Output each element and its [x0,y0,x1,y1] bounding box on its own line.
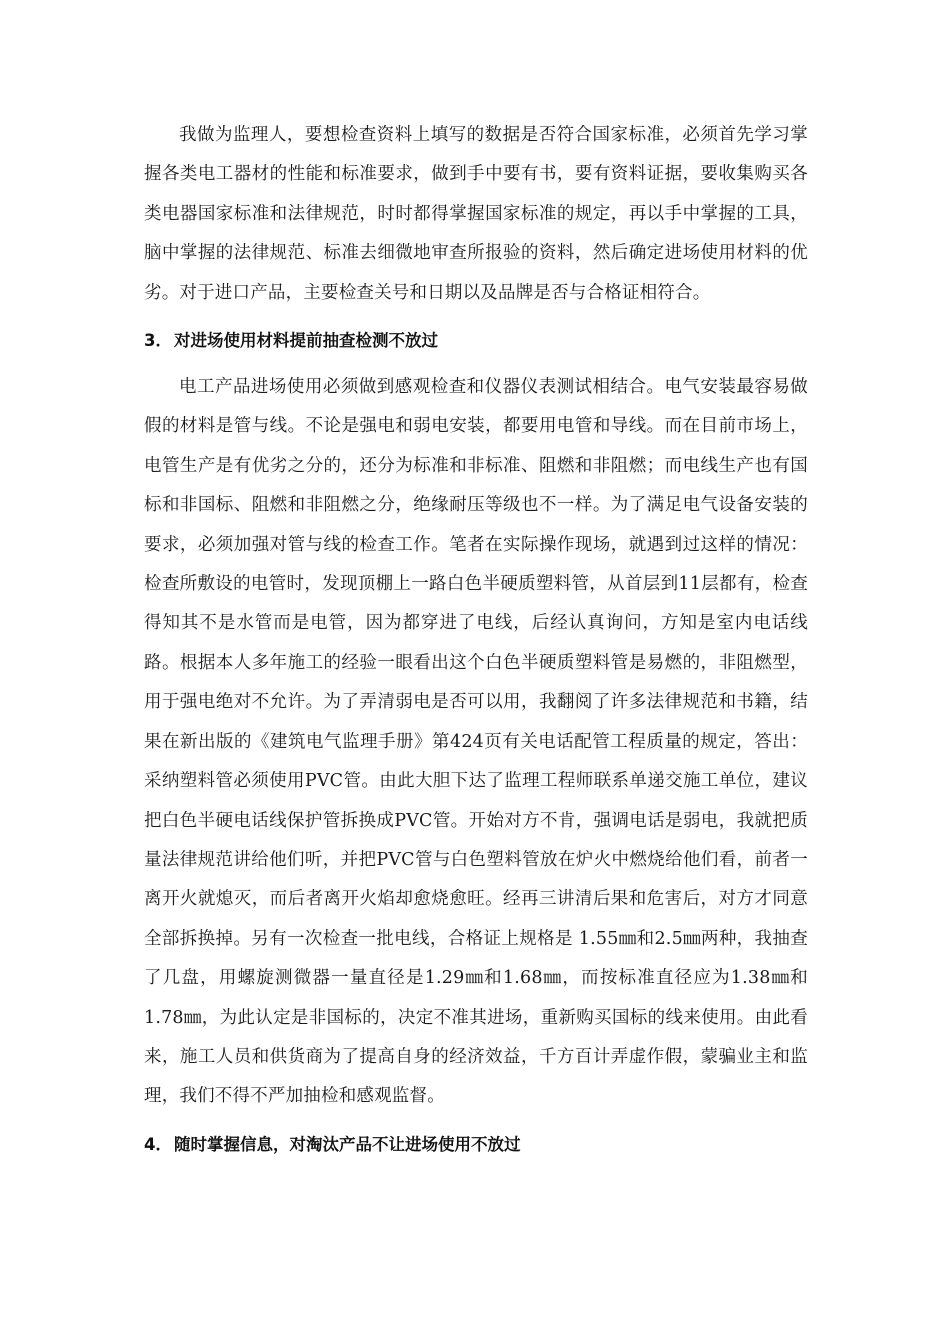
document-body [144,116,808,1172]
body-paragraph: 电工产品进场使用必须做到感观检查和仪器仪表测试相结合。电气安装最容易做假的材料是管与线。不论是强电和弱电安装，都要用电管和导线。而在目前市场上，电管生产是有优劣之分的，还分为标准和非标准、阻燃和非阻燃；而电线生产也有国标和非国标、阻燃和非阻燃之分，绝缘耐压等级也不一样。为了满足电气设备安装的要求，必须加强对管与线的检查工作。笔者在实际操作现场，就遇到过这样的情况：检查所敷设的电管时，发现顶棚上一路白色半硬质塑料管，从首层到11层都有，检查得知其不是水管而是电管，因为都穿进了电线，后经认真询问，方知是室内电话线路。根据本人多年施工的经验一眼看出这个白色半硬质塑料管是易燃的，非阻燃型，用于强电绝对不允许。为了弄清弱电是否可以用，我翻阅了许多法律规范和书籍，结果在新出版的《建筑电气监理手册》第424页有关电话配管工程质量的规定，答出：采纳塑料管必须使用PVC管。由此大胆下达了监理工程师联系单递交施工单位，建议把白色半硬电话线保护管拆换成PVC管。开始对方不肯，强调电话是弱电，我就把质量法律规范讲给他们听，并把PVC管与白色塑料管放在炉火中燃烧给他们看，前者一离开火就熄灭，而后者离开火焰却愈烧愈旺。经再三讲清后果和危害后，对方才同意全部拆换掉。另有一次检查一批电线，合格证上规格是 1.55㎜和2.5㎜两种，我抽查了几盘，用螺旋测微器一量直径是1.29㎜和1.68㎜，而按标准直径应为1.38㎜和1.78㎜，为此认定是非国标的，决定不准其进场，重新购买国标的线来使用。由此看来，施工人员和供货商为了提高自身的经济效益，千方百计弄虚作假，蒙骗业主和监理，我们不得不严加抽检和感观监督。 [144,377,808,1107]
section-number: 3． [144,331,172,351]
section-title: 随时掌握信息，对淘汰产品不让进场使用不放过 [173,1134,521,1154]
section-title: 对进场使用材料提前抽查检测不放过 [173,331,438,351]
body-paragraph: 我做为监理人，要想检查资料上填写的数据是否符合国家标准，必须首先学习掌握各类电工器材的性能和标准要求，做到手中要有书，要有资料证据，要收集购买各类电器国家标准和法律规范，时时都得掌握国家标准的规定，再以手中掌握的工具，脑中掌握的法律规范、标准去细微地审查所报验的资料，然后确定进场使用材料的优劣。对于进口产品，主要检查关号和日期以及品牌是否与合格证相符合。 [144,125,808,303]
section-number: 4． [144,1134,172,1154]
section-heading-3 [144,321,808,360]
section-heading-4 [144,1125,808,1164]
